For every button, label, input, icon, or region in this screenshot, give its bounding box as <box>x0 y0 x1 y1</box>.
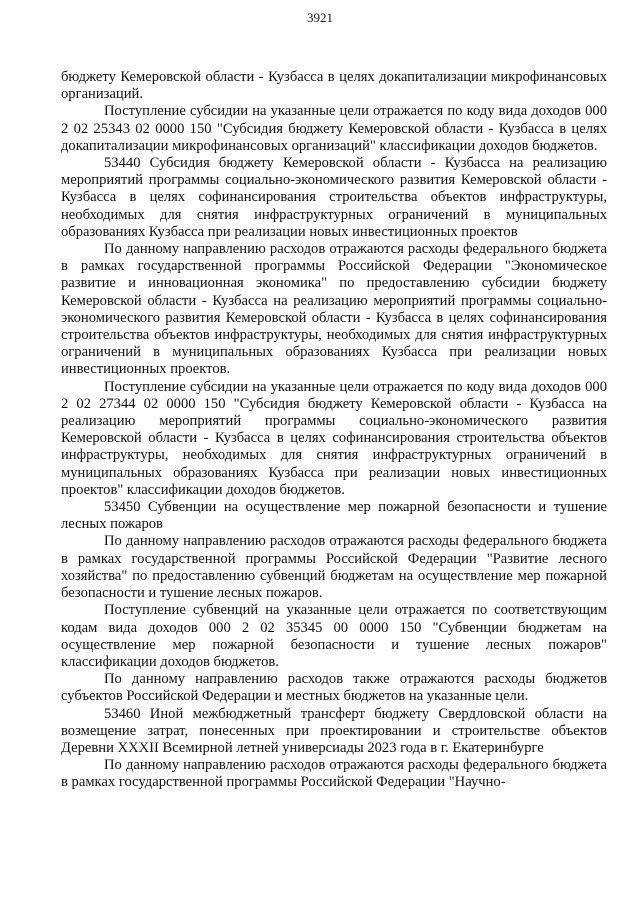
paragraph: По данному направлению расходов отражаются расходы федерального бюджета в рамках государственной программы Российской Федерации "Развитие лесного хозяйства" по предоставлению субвенций бюджетам на осуществление мер пожарной безопасности и тушение лесных пожаров. <box>61 533 607 602</box>
section-heading-53440: 53440 Субсидия бюджету Кемеровской области - Кузбасса на реализацию мероприятий программы социально-экономического развития Кемеровской области - Кузбасса в целях софинансирования строительства объектов инфраструктуры, необходимых для снятия инфраструктурных ограничений в муниципальных образованиях Кузбасса при реализации новых инвестиционных проектов <box>61 155 607 240</box>
paragraph-continuation: бюджету Кемеровской области - Кузбасса в целях докапитализации микрофинансовых организаций. <box>61 69 607 103</box>
paragraph: По данному направлению расходов также отражаются расходы бюджетов субъектов Российской Федерации и местных бюджетов на указанные цели. <box>61 671 607 705</box>
paragraph: Поступление субсидии на указанные цели отражается по коду вида доходов 000 2 02 25343 02 0000 150 "Субсидия бюджету Кемеровской области - Кузбасса в целях докапитализации микрофинансовых организаций" классификации доходов бюджетов. <box>61 103 607 154</box>
paragraph: Поступление субсидии на указанные цели отражается по коду вида доходов 000 2 02 27344 02 0000 150 "Субсидия бюджету Кемеровской области - Кузбасса на реализацию мероприятий программы социально-экономического развития Кемеровской области - Кузбасса в целях софинансирования строительства объектов инфраструктуры, необходимых для снятия инфраструктурных ограничений в муниципальных образованиях Кузбасса при реализации новых инвестиционных проектов" классификации доходов бюджетов. <box>61 378 607 498</box>
section-heading-53460: 53460 Иной межбюджетный трансферт бюджету Свердловской области на возмещение затрат, понесенных при проектировании и строительстве объектов Деревни XXXII Всемирной летней универсиады 2023 года в г. Екатеринбурге <box>61 705 607 756</box>
paragraph: Поступление субвенций на указанные цели отражается по соответствующим кодам вида доходов 000 2 02 35345 00 0000 150 "Субвенции бюджетам на осуществление мер пожарной безопасности и тушение лесных пожаров" классификации доходов бюджетов. <box>61 602 607 670</box>
document-body <box>61 69 607 792</box>
page-number: 3921 <box>307 10 333 25</box>
paragraph: По данному направлению расходов отражаются расходы федерального бюджета в рамках государственной программы Российской Федерации "Экономическое развитие и инновационная экономика" по предоставлению субсидии бюджету Кемеровской области - Кузбасса на реализацию мероприятий программы социально-экономического развития Кемеровской области - Кузбасса в целях софинансирования строительства объектов инфраструктуры, необходимых для снятия инфраструктурных ограничений в муниципальных образованиях Кузбасса при реализации новых инвестиционных проектов. <box>61 241 607 378</box>
paragraph: По данному направлению расходов отражаются расходы федерального бюджета в рамках государственной программы Российской Федерации "Научно- <box>61 757 607 791</box>
section-heading-53450: 53450 Субвенции на осуществление мер пожарной безопасности и тушение лесных пожаров <box>61 499 607 533</box>
